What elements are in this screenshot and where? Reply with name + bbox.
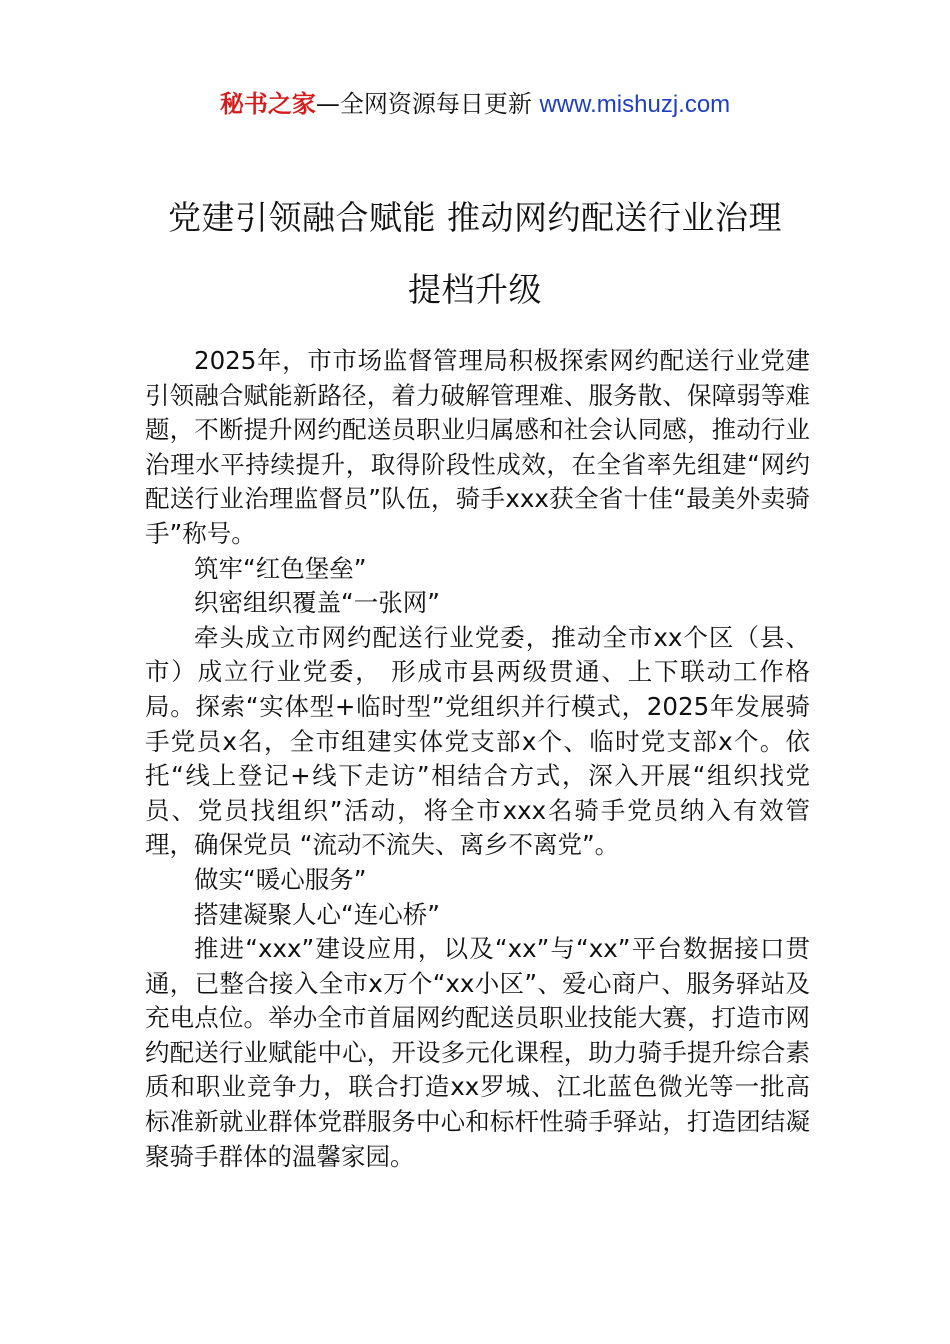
site-url-link[interactable]: www.mishuzj.com <box>539 91 731 118</box>
site-header <box>0 86 950 123</box>
intro-paragraph: 2025年，市市场监督管理局积极探索网约配送行业党建引领融合赋能新路径，着力破解管理难、服务散、保障弱等难题，不断提升网约配送员职业归属感和社会认同感，推动行业治理水平持续提升，取得阶段性成效，在全省率先组建“网约配送行业治理监督员”队伍，骑手xxx获全省十佳“最美外卖骑手”称号。 <box>145 346 810 548</box>
title-line-2: 提档升级 <box>408 270 542 309</box>
section-1-paragraph: 牵头成立市网约配送行业党委，推动全市xx个区（县、市）成立行业党委， 形成市县两级贯通、上下联动工作格局。探索“实体型+临时型”党组织并行模式，2025年发展骑手党员x名，全市组建实体党支部x个、临时党支部x个。依托“线上登记+线下走访”相结合方式，深入开展“组织找党员、党员找组织”活动，将全市xxx名骑手党员纳入有效管理，确保党员 “流动不流失、离乡不离党”。 <box>145 622 810 860</box>
site-name: 秘书之家 <box>219 90 316 118</box>
section-2-paragraph: 推进“xxx”建设应用，以及“xx”与“xx”平台数据接口贯通，已整合接入全市x万个“xx小区”、爱心商户、服务驿站及充电点位。举办全市首届网约配送员职业技能大赛，打造市网约配送行业赋能中心，开设多元化课程，助力骑手提升综合素质和职业竞争力，联合打造xx罗城、江北蓝色微光等一批高标准新就业群体党群服务中心和标杆性骑手驿站，打造团结凝聚骑手群体的温馨家园。 <box>145 934 810 1171</box>
section-1-heading: 筑牢“红色堡垒” <box>194 553 367 583</box>
title-line-1: 党建引领融合赋能 推动网约配送行业治理 <box>168 198 782 237</box>
document-title <box>100 182 850 326</box>
section-2-heading: 做实“暖心服务” <box>194 864 367 894</box>
section-2-subheading: 搭建凝聚人心“连心桥” <box>194 899 440 929</box>
document-body <box>145 344 810 1174</box>
site-tagline: —全网资源每日更新 <box>315 90 540 118</box>
section-1-subheading: 织密组织覆盖“一张网” <box>194 588 440 618</box>
